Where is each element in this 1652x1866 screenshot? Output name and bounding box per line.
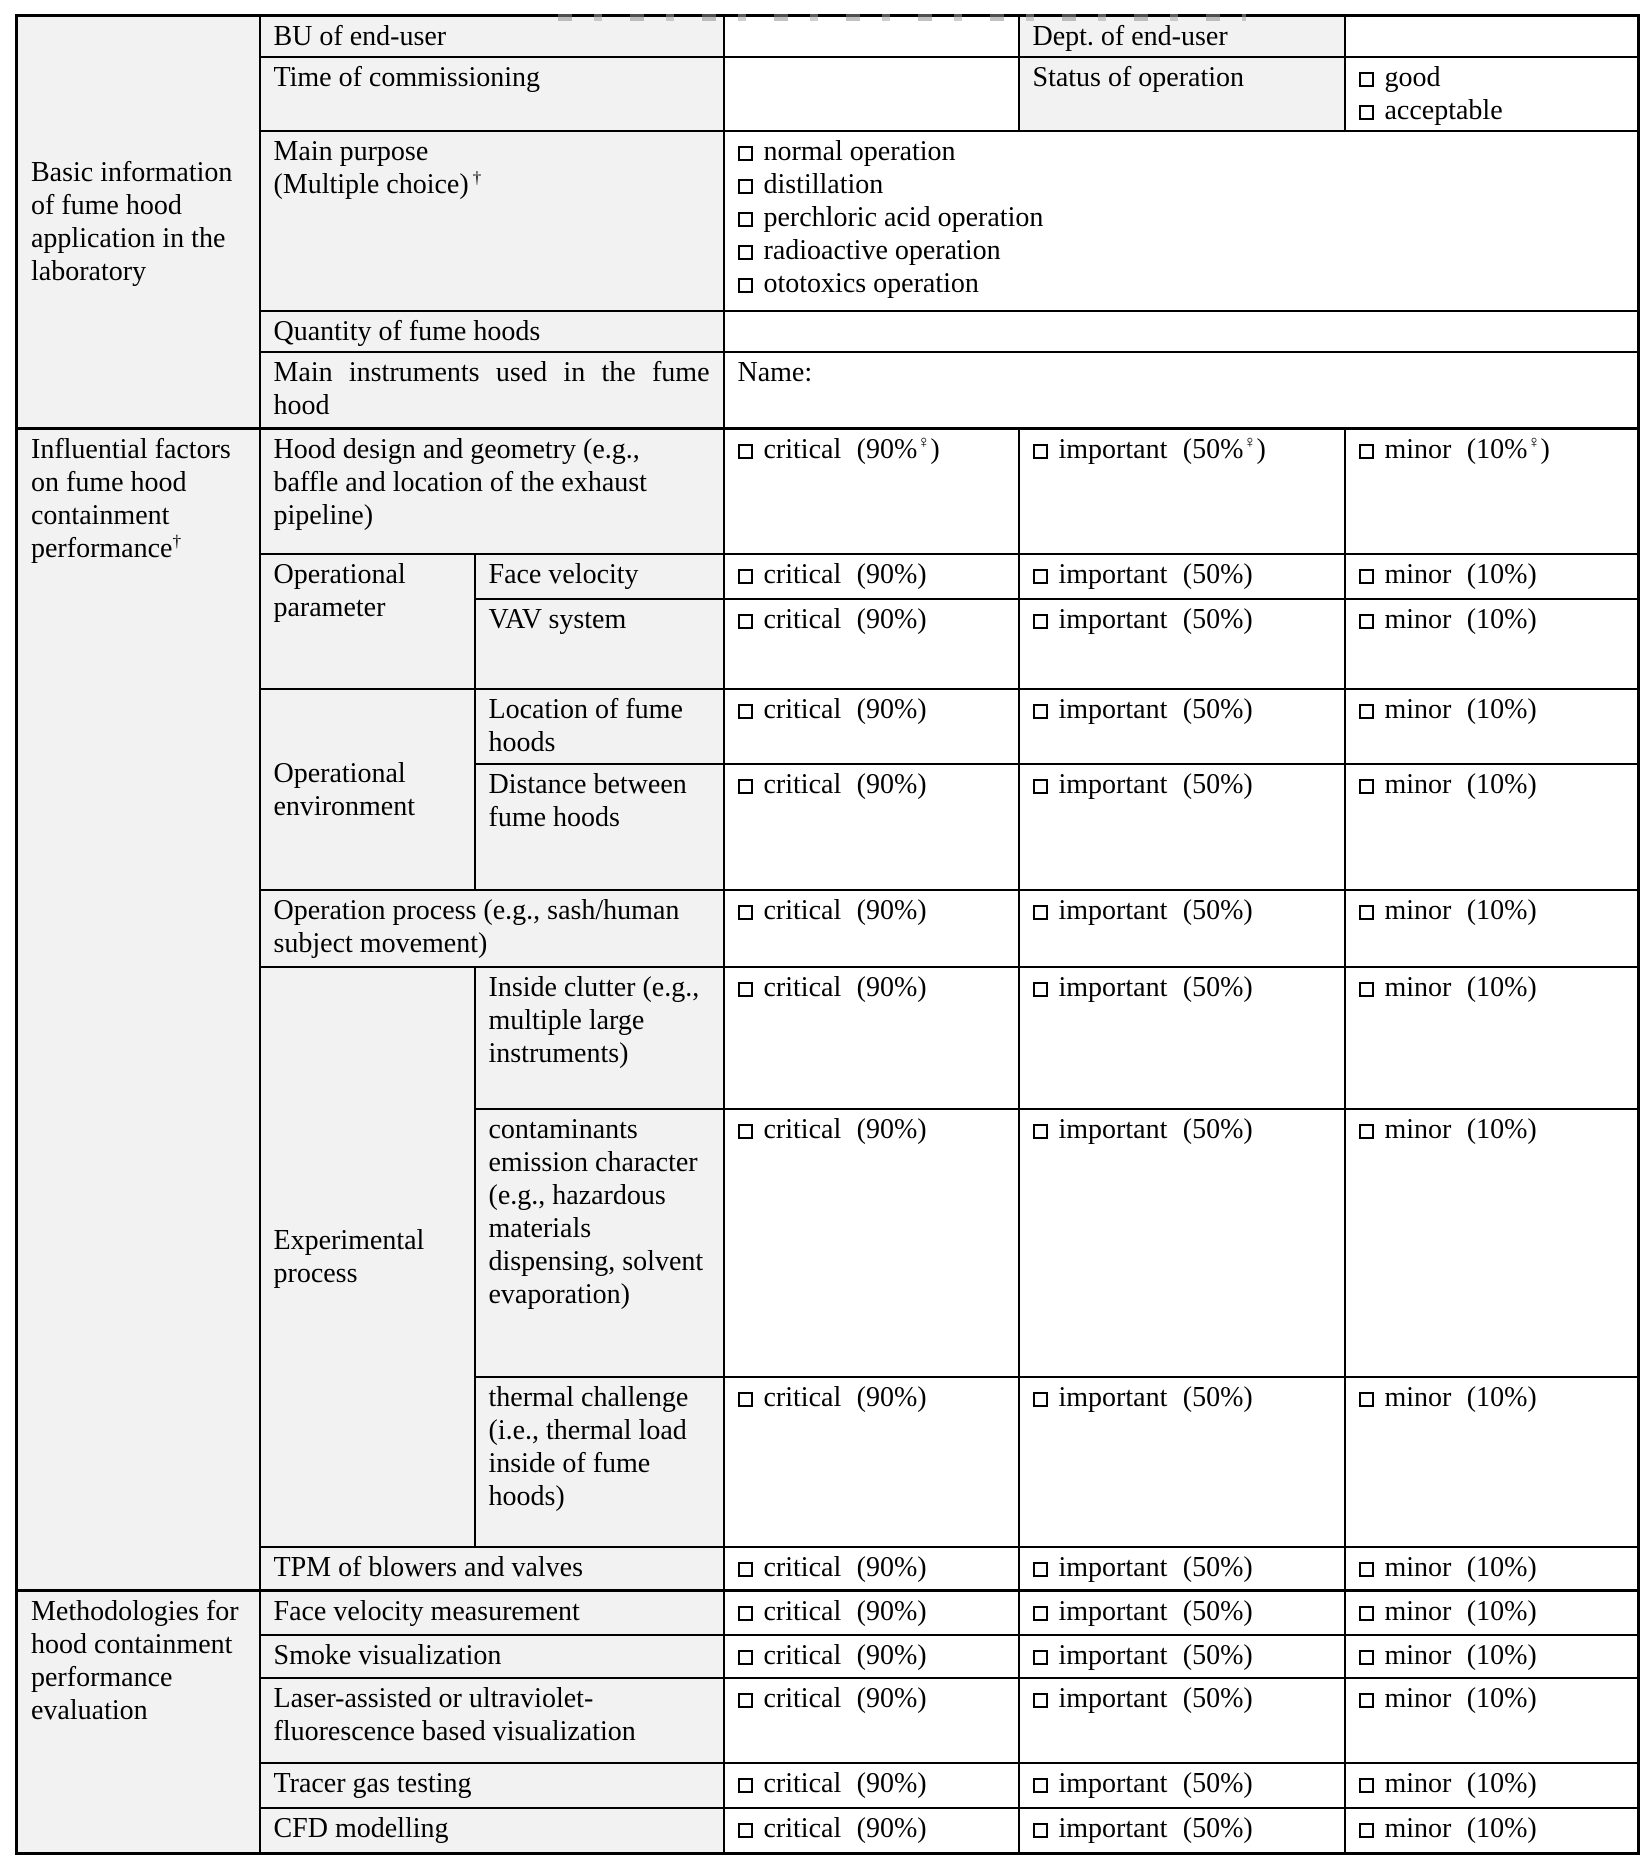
rating-cell-minor <box>1345 1590 1639 1635</box>
status-option-good <box>1359 61 1625 94</box>
vav-label-cell <box>475 599 724 689</box>
rating-cell-important <box>1019 1635 1345 1678</box>
purpose-option-distillation <box>738 168 1625 201</box>
rating-cell-critical <box>724 1109 1019 1377</box>
rating-pct: (10%) <box>1466 1382 1537 1413</box>
rating-label: important <box>1058 1114 1168 1145</box>
checkbox-icon[interactable] <box>1359 72 1374 87</box>
hood-design-label-cell <box>260 428 724 554</box>
rating-cell-important <box>1019 689 1345 764</box>
checkbox-icon[interactable] <box>1359 1562 1374 1577</box>
rating-label: minor <box>1384 1683 1452 1714</box>
rating-cell-minor <box>1345 967 1639 1109</box>
rating-cell-minor <box>1345 1377 1639 1547</box>
rating-cell-minor <box>1345 1808 1639 1853</box>
dept-label-cell <box>1019 16 1345 58</box>
row-instruments <box>17 352 1639 428</box>
rating-label: critical <box>763 559 842 590</box>
face-velocity-label: Face velocity <box>488 559 639 590</box>
exp-process-label: Experimental process <box>273 1225 425 1289</box>
checkbox-icon[interactable] <box>1359 1606 1374 1621</box>
questionnaire-table <box>15 14 1640 1855</box>
rating-cell-critical <box>724 1547 1019 1590</box>
rating-label: critical <box>763 1552 842 1583</box>
rating-cell-important <box>1019 967 1345 1109</box>
rating-pct-open: (90% <box>856 433 918 465</box>
rating-cell-important <box>1019 1678 1345 1763</box>
checkbox-icon[interactable] <box>738 146 753 161</box>
checkbox-icon[interactable] <box>1359 1124 1374 1139</box>
tracer-label: Tracer gas testing <box>273 1768 472 1799</box>
rating-pct-close: ) <box>1256 433 1266 465</box>
rating-label: critical <box>763 1813 842 1844</box>
rating-pct: (90%) <box>856 559 927 590</box>
rating-pct: (90%) <box>856 1595 927 1627</box>
section-label-basic <box>17 16 260 429</box>
rating-label: minor <box>1384 1768 1452 1799</box>
status-options-cell <box>1345 57 1639 131</box>
rating-pct: (90%) <box>856 1552 927 1583</box>
tpm-label: TPM of blowers and valves <box>273 1552 584 1583</box>
rating-pct: (90%) <box>856 694 927 725</box>
rating-label: minor <box>1384 1640 1452 1671</box>
instruments-label: Main instruments used in the fume hood <box>273 357 710 421</box>
checkbox-icon[interactable] <box>1359 982 1374 997</box>
rating-cell-critical <box>724 1678 1019 1763</box>
checkbox-icon[interactable] <box>1359 569 1374 584</box>
rating-pct: (50%) <box>1182 1768 1253 1799</box>
rating-pct: (90%) <box>856 604 927 635</box>
checkbox-icon[interactable] <box>1033 779 1048 794</box>
cropped-title-fragment <box>558 14 1246 21</box>
status-option-acceptable <box>1359 94 1625 127</box>
checkbox-icon[interactable] <box>738 1606 753 1621</box>
row-main-purpose <box>17 131 1639 311</box>
rating-label: important <box>1058 1768 1168 1799</box>
tpm-label-cell <box>260 1547 724 1590</box>
checkbox-icon[interactable] <box>738 1124 753 1139</box>
status-option-acceptable-label: acceptable <box>1384 95 1503 126</box>
rating-label: minor <box>1384 1382 1452 1413</box>
section-label-methodologies <box>17 1590 260 1853</box>
instruments-value: Name: <box>737 357 813 388</box>
op-process-label-cell <box>260 890 724 967</box>
rating-pct-close: ) <box>1540 433 1550 465</box>
rating-label: important <box>1058 433 1168 465</box>
checkbox-icon[interactable] <box>1033 982 1048 997</box>
rating-cell-minor <box>1345 1678 1639 1763</box>
purpose-option-label: radioactive operation <box>763 235 1001 266</box>
checkbox-icon[interactable] <box>1359 1392 1374 1407</box>
dept-label: Dept. of end-user <box>1032 21 1228 52</box>
checkbox-icon[interactable] <box>738 179 753 194</box>
purpose-label-line2 <box>274 168 710 201</box>
rating-cell-minor <box>1345 764 1639 890</box>
rating-label: minor <box>1384 1552 1452 1583</box>
rating-label: important <box>1058 604 1168 635</box>
row-fvm <box>17 1590 1639 1635</box>
rating-label: critical <box>763 1382 842 1413</box>
rating-pct: (90%) <box>856 972 927 1003</box>
dept-value-field[interactable] <box>1345 16 1639 58</box>
rating-pct: (50%) <box>1182 1595 1253 1627</box>
fvm-label-cell <box>260 1590 724 1635</box>
distance-label: Distance between fume hoods <box>488 769 687 833</box>
rating-pct: (50%) <box>1182 1382 1253 1413</box>
rating-cell-critical <box>724 1590 1019 1635</box>
female-sign-icon: ♀ <box>1527 432 1541 452</box>
thermal-label: thermal challenge (i.e., thermal load inside of fume hoods) <box>488 1382 689 1512</box>
rating-label: important <box>1058 694 1168 725</box>
rating-cell-critical <box>724 1377 1019 1547</box>
rating-cell-important <box>1019 1109 1345 1377</box>
inside-clutter-label: Inside clutter (e.g., multiple large instruments) <box>488 972 700 1069</box>
tracer-label-cell <box>260 1763 724 1808</box>
rating-cell-minor <box>1345 1109 1639 1377</box>
rating-pct: (10%) <box>1466 694 1537 725</box>
rating-label: important <box>1058 1683 1168 1714</box>
rating-pct: (10%) <box>1466 559 1537 590</box>
rating-cell-critical <box>724 554 1019 599</box>
row-face-velocity <box>17 554 1639 599</box>
purpose-option-label: normal operation <box>763 136 956 167</box>
checkbox-icon[interactable] <box>738 779 753 794</box>
rating-cell-important <box>1019 1377 1345 1547</box>
rating-pct: (10%) <box>1466 1640 1537 1671</box>
rating-cell-critical <box>724 967 1019 1109</box>
status-label: Status of operation <box>1032 62 1245 93</box>
rating-cell-critical <box>724 599 1019 689</box>
rating-pct: (50%) <box>1182 1114 1253 1145</box>
checkbox-icon[interactable] <box>1033 905 1048 920</box>
instruments-value-field[interactable] <box>724 352 1639 428</box>
rating-cell-minor <box>1345 1635 1639 1678</box>
rating-pct-open: (10% <box>1466 433 1528 465</box>
rating-pct <box>1467 434 1550 465</box>
section-methodologies-text: Methodologies for hood containment performance evaluation <box>31 1595 239 1726</box>
rating-label: minor <box>1384 433 1452 465</box>
rating-cell-minor <box>1345 1763 1639 1808</box>
laser-label: Laser-assisted or ultraviolet-fluorescence based visualization <box>273 1683 636 1747</box>
checkbox-icon[interactable] <box>1033 704 1048 719</box>
checkbox-icon[interactable] <box>738 444 753 459</box>
checkbox-icon[interactable] <box>1033 1392 1048 1407</box>
purpose-option-label: distillation <box>763 169 884 200</box>
op-env-label-cell <box>260 689 475 890</box>
rating-label: minor <box>1384 1114 1452 1145</box>
rating-pct: (10%) <box>1466 895 1537 926</box>
contaminants-label-cell <box>475 1109 724 1377</box>
inside-clutter-label-cell <box>475 967 724 1109</box>
checkbox-icon[interactable] <box>1359 614 1374 629</box>
thermal-label-cell <box>475 1377 724 1547</box>
contaminants-label: contaminants emission character (e.g., hazardous materials dispensing, solvent evaporation) <box>488 1114 704 1310</box>
purpose-option-perchloric <box>738 201 1625 234</box>
rating-label: critical <box>763 1595 842 1627</box>
quantity-value-field[interactable] <box>724 311 1639 352</box>
rating-cell-critical <box>724 689 1019 764</box>
checkbox-icon[interactable] <box>1359 1693 1374 1708</box>
rating-pct: (50%) <box>1182 769 1253 800</box>
row-smoke <box>17 1635 1639 1678</box>
checkbox-icon[interactable] <box>738 1823 753 1838</box>
checkbox-icon[interactable] <box>1359 105 1374 120</box>
rating-pct: (90%) <box>856 1768 927 1799</box>
checkbox-icon[interactable] <box>738 905 753 920</box>
rating-label: critical <box>763 895 842 926</box>
rating-label: important <box>1058 1552 1168 1583</box>
rating-cell-critical <box>724 1635 1019 1678</box>
rating-label: critical <box>763 694 842 725</box>
checkbox-icon[interactable] <box>738 1562 753 1577</box>
purpose-option-radioactive <box>738 234 1625 267</box>
rating-cell-critical <box>724 1808 1019 1853</box>
checkbox-icon[interactable] <box>1359 1650 1374 1665</box>
checkbox-icon[interactable] <box>738 569 753 584</box>
purpose-options-cell <box>724 131 1639 311</box>
rating-cell-critical <box>724 428 1019 554</box>
row-inside-clutter <box>17 967 1639 1109</box>
row-tpm <box>17 1547 1639 1590</box>
female-sign-icon: ♀ <box>917 432 931 452</box>
purpose-line2-text: (Multiple choice) <box>273 169 469 200</box>
rating-pct <box>1183 434 1266 465</box>
quantity-label-cell <box>260 311 724 352</box>
rating-pct: (10%) <box>1466 604 1537 635</box>
row-quantity <box>17 311 1639 352</box>
rating-cell-important <box>1019 1808 1345 1853</box>
row-laser <box>17 1678 1639 1763</box>
rating-pct: (10%) <box>1466 972 1537 1003</box>
rating-label: critical <box>763 769 842 800</box>
rating-label: critical <box>763 1114 842 1145</box>
rating-label: important <box>1058 1813 1168 1844</box>
exp-process-label-cell <box>260 967 475 1547</box>
row-tracer <box>17 1763 1639 1808</box>
location-label-cell <box>475 689 724 764</box>
checkbox-icon[interactable] <box>1033 1693 1048 1708</box>
rating-pct: (90%) <box>856 1382 927 1413</box>
checkbox-icon[interactable] <box>738 982 753 997</box>
rating-pct: (90%) <box>856 1640 927 1671</box>
section-label-influential <box>17 428 260 1590</box>
checkbox-icon[interactable] <box>738 1392 753 1407</box>
rating-cell-critical <box>724 764 1019 890</box>
rating-pct <box>857 434 940 465</box>
status-option-good-label: good <box>1384 62 1441 93</box>
bu-label-cell <box>260 16 724 58</box>
checkbox-icon[interactable] <box>738 212 753 227</box>
rating-label: critical <box>763 604 842 635</box>
rating-pct: (10%) <box>1466 1595 1537 1627</box>
rating-cell-important <box>1019 428 1345 554</box>
instruments-label-cell <box>260 352 724 428</box>
rating-label: critical <box>763 1640 842 1671</box>
checkbox-icon[interactable] <box>1033 1562 1048 1577</box>
checkbox-icon[interactable] <box>1033 444 1048 459</box>
checkbox-icon[interactable] <box>1033 1823 1048 1838</box>
distance-label-cell <box>475 764 724 890</box>
checkbox-icon[interactable] <box>1359 905 1374 920</box>
vav-label: VAV system <box>488 604 627 635</box>
rating-cell-minor <box>1345 554 1639 599</box>
time-label-cell <box>260 57 724 131</box>
rating-cell-minor <box>1345 599 1639 689</box>
rating-pct-close: ) <box>930 433 940 465</box>
section-influential-text: Influential factors on fume hood containment performance <box>31 433 231 564</box>
rating-pct: (10%) <box>1466 1813 1537 1844</box>
rating-pct: (90%) <box>856 769 927 800</box>
row-time-status <box>17 57 1639 131</box>
cfd-label-cell <box>260 1808 724 1853</box>
hood-design-label: Hood design and geometry (e.g., baffle and location of the exhaust pipeline) <box>273 433 647 531</box>
rating-label: minor <box>1384 559 1452 590</box>
rating-label: critical <box>763 433 842 465</box>
rating-pct: (50%) <box>1182 1683 1253 1714</box>
dagger-icon: † <box>172 531 182 551</box>
checkbox-icon[interactable] <box>1359 1823 1374 1838</box>
bu-value-field[interactable] <box>724 16 1019 58</box>
smoke-label-cell <box>260 1635 724 1678</box>
rating-cell-minor <box>1345 1547 1639 1590</box>
checkbox-icon[interactable] <box>1033 1606 1048 1621</box>
rating-pct: (50%) <box>1182 972 1253 1003</box>
purpose-option-label: perchloric acid operation <box>763 202 1044 233</box>
checkbox-icon[interactable] <box>738 1778 753 1793</box>
rating-cell-important <box>1019 1590 1345 1635</box>
quantity-label: Quantity of fume hoods <box>273 316 541 347</box>
row-hood-design <box>17 428 1639 554</box>
bu-label: BU of end-user <box>273 21 447 52</box>
rating-pct: (50%) <box>1182 559 1253 590</box>
rating-pct: (10%) <box>1466 769 1537 800</box>
cfd-label: CFD modelling <box>273 1813 449 1844</box>
rating-label: critical <box>763 972 842 1003</box>
checkbox-icon[interactable] <box>1359 704 1374 719</box>
rating-label: minor <box>1384 604 1452 635</box>
purpose-option-ototoxics <box>738 267 1625 300</box>
rating-cell-important <box>1019 554 1345 599</box>
rating-cell-important <box>1019 1763 1345 1808</box>
purpose-option-label: ototoxics operation <box>763 268 979 299</box>
op-param-label-cell <box>260 554 475 689</box>
checkbox-icon[interactable] <box>1033 1650 1048 1665</box>
rating-label: minor <box>1384 1813 1452 1844</box>
row-location <box>17 689 1639 764</box>
checkbox-icon[interactable] <box>738 1650 753 1665</box>
rating-pct: (90%) <box>856 1114 927 1145</box>
rating-label: important <box>1058 769 1168 800</box>
rating-pct-open: (50% <box>1182 433 1244 465</box>
rating-cell-minor <box>1345 689 1639 764</box>
rating-label: important <box>1058 972 1168 1003</box>
rating-label: important <box>1058 1640 1168 1671</box>
rating-label: important <box>1058 1595 1168 1627</box>
rating-cell-important <box>1019 1547 1345 1590</box>
checkbox-icon[interactable] <box>738 614 753 629</box>
rating-pct: (90%) <box>856 1683 927 1714</box>
checkbox-icon[interactable] <box>1033 569 1048 584</box>
laser-label-cell <box>260 1678 724 1763</box>
checkbox-icon[interactable] <box>1359 779 1374 794</box>
rating-cell-important <box>1019 764 1345 890</box>
location-label: Location of fume hoods <box>488 694 683 758</box>
rating-cell-important <box>1019 890 1345 967</box>
rating-pct: (50%) <box>1182 1640 1253 1671</box>
time-value-field[interactable] <box>724 57 1019 131</box>
checkbox-icon[interactable] <box>1033 1124 1048 1139</box>
rating-pct: (10%) <box>1466 1114 1537 1145</box>
rating-label: critical <box>763 1683 842 1714</box>
checkbox-icon[interactable] <box>1033 1778 1048 1793</box>
row-bu <box>17 16 1639 58</box>
rating-cell-critical <box>724 1763 1019 1808</box>
rating-label: critical <box>763 1768 842 1799</box>
op-param-label: Operational parameter <box>273 559 406 623</box>
checkbox-icon[interactable] <box>1033 614 1048 629</box>
checkbox-icon[interactable] <box>1359 1778 1374 1793</box>
rating-cell-important <box>1019 599 1345 689</box>
rating-label: important <box>1058 1382 1168 1413</box>
section-basic-text: Basic information of fume hood application in the laboratory <box>31 156 233 287</box>
checkbox-icon[interactable] <box>738 704 753 719</box>
op-process-label: Operation process (e.g., sash/human subject movement) <box>273 895 680 959</box>
rating-pct: (90%) <box>856 1813 927 1844</box>
row-cfd <box>17 1808 1639 1853</box>
rating-pct: (50%) <box>1182 895 1253 926</box>
rating-label: minor <box>1384 769 1452 800</box>
rating-cell-critical <box>724 890 1019 967</box>
rating-pct: (50%) <box>1182 694 1253 725</box>
rating-pct: (10%) <box>1466 1683 1537 1714</box>
row-op-process <box>17 890 1639 967</box>
rating-pct: (90%) <box>856 895 927 926</box>
purpose-label-line1: Main purpose <box>273 136 429 167</box>
rating-label: important <box>1058 895 1168 926</box>
rating-pct: (50%) <box>1182 1552 1253 1583</box>
rating-cell-minor <box>1345 890 1639 967</box>
status-label-cell <box>1019 57 1345 131</box>
op-env-label: Operational environment <box>273 757 416 822</box>
rating-label: important <box>1058 559 1168 590</box>
face-velocity-label-cell <box>475 554 724 599</box>
rating-pct: (50%) <box>1182 604 1253 635</box>
rating-pct: (10%) <box>1466 1768 1537 1799</box>
time-label: Time of commissioning <box>273 62 541 93</box>
smoke-label: Smoke visualization <box>273 1640 502 1671</box>
rating-cell-minor <box>1345 428 1639 554</box>
checkbox-icon[interactable] <box>738 278 753 293</box>
rating-label: minor <box>1384 694 1452 725</box>
fvm-label: Face velocity measurement <box>273 1595 580 1627</box>
purpose-option-normal <box>738 135 1625 168</box>
dagger-icon: † <box>472 167 482 187</box>
female-sign-icon: ♀ <box>1243 432 1257 452</box>
rating-label: minor <box>1384 895 1452 926</box>
checkbox-icon[interactable] <box>738 245 753 260</box>
checkbox-icon[interactable] <box>1359 444 1374 459</box>
rating-pct: (50%) <box>1182 1813 1253 1844</box>
checkbox-icon[interactable] <box>738 1693 753 1708</box>
purpose-label-cell <box>260 131 724 311</box>
rating-label: minor <box>1384 972 1452 1003</box>
rating-pct: (10%) <box>1466 1552 1537 1583</box>
rating-label: minor <box>1384 1595 1452 1627</box>
